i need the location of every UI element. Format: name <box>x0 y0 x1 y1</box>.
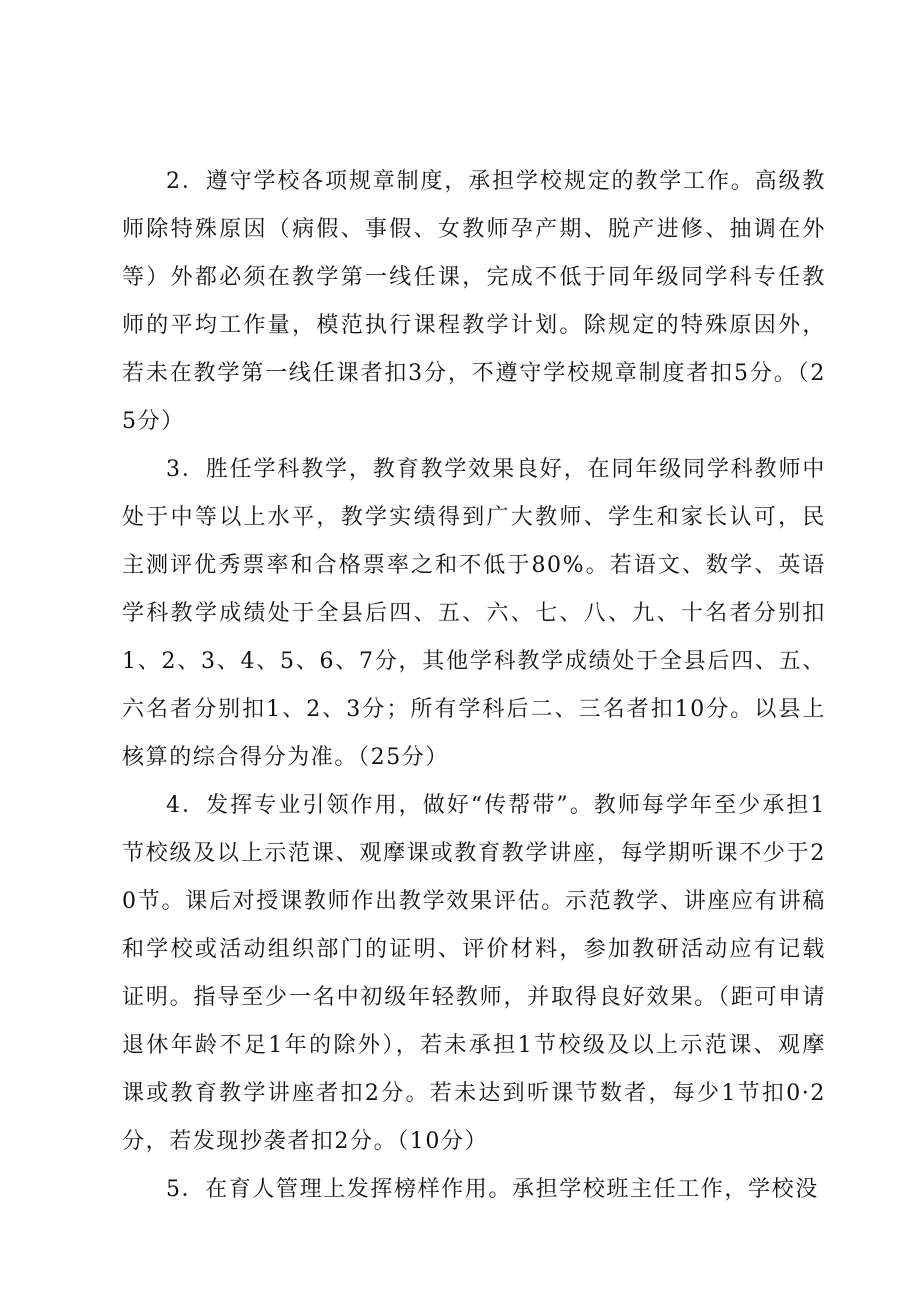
document-body <box>122 158 826 1214</box>
paragraph-item-5: 5．在育人管理上发挥榜样作用。承担学校班主任工作，学校没 <box>166 1177 819 1202</box>
paragraph-item-3: 3．胜任学科教学，教育教学效果良好，在同年级同学科教师中处于中等以上水平，教学实绩得到广大教师、学生和家长认可，民主测评优秀票率和合格票率之和不低于80%。若语文、数学、英语学科教学成绩处于全县后四、五、六、七、八、九、十名者分别扣1、2、3、4、5、6、7分，其他学科教学成绩处于全县后四、五、六名者分别扣1、2、3分；所有学科后二、三名者扣10分。以县上核算的综合得分为准。（25分） <box>122 457 826 770</box>
paragraph-item-2: 2．遵守学校各项规章制度，承担学校规定的教学工作。高级教师除特殊原因（病假、事假、女教师孕产期、脱产进修、抽调在外等）外都必须在教学第一线任课，完成不低于同年级同学科专任教师的平均工作量，模范执行课程教学计划。除规定的特殊原因外，若未在教学第一线任课者扣3分，不遵守学校规章制度者扣5分。（25分） <box>122 169 826 434</box>
paragraph-item-4: 4．发挥专业引领作用，做好“传帮带”。教师每学年至少承担1节校级及以上示范课、观摩课或教育教学讲座，每学期听课不少于20节。课后对授课教师作出教学效果评估。示范教学、讲座应有讲稿和学校或活动组织部门的证明、评价材料，参加教研活动应有记载证明。指导至少一名中初级年轻教师，并取得良好效果。（距可申请退休年龄不足1年的除外），若未承担1节校级及以上示范课、观摩课或教育教学讲座者扣2分。若未达到听课节数者，每少1节扣0·2分，若发现抄袭者扣2分。（10分） <box>122 793 826 1154</box>
